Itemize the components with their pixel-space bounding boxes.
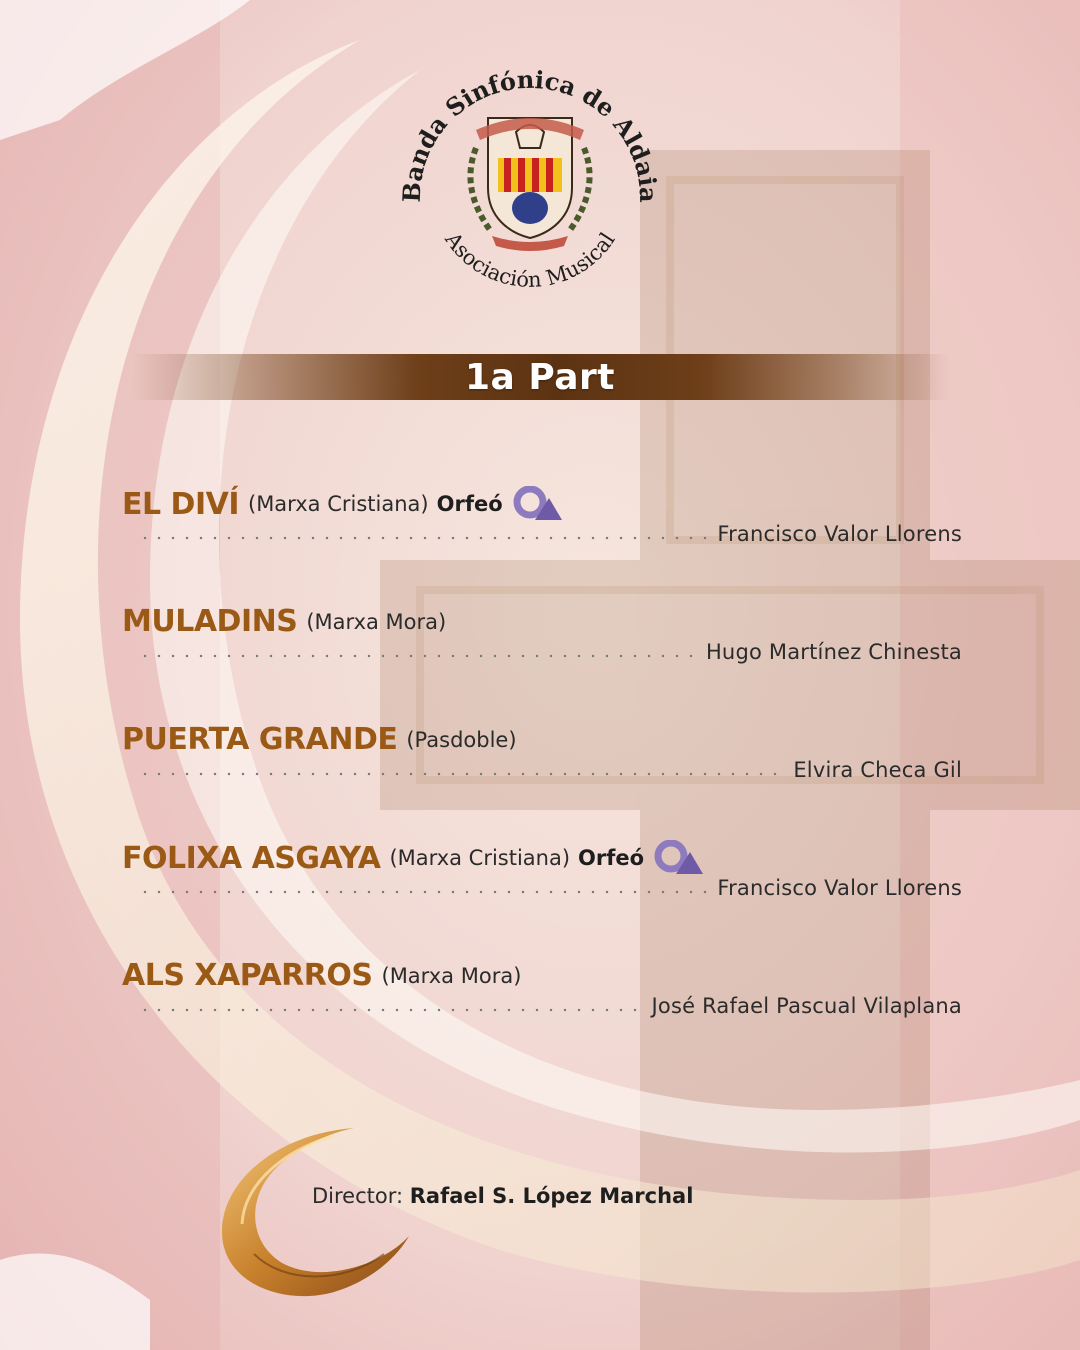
logo-top-text: Banda Sinfónica de Aldaia (396, 64, 664, 204)
orfeo-label: Orfeó (578, 846, 645, 870)
coat-of-arms-icon (470, 118, 589, 251)
piece-genre: (Marxa Cristiana) (389, 846, 571, 870)
dot-leader (138, 999, 642, 1013)
piece-title: ALS XAPARROS (122, 958, 373, 993)
piece-composer: Francisco Valor Llorens (717, 876, 962, 900)
orfeo-logo-icon (654, 840, 704, 876)
director-credit (312, 1184, 693, 1208)
director-label: Director: (312, 1184, 404, 1208)
section-banner (130, 354, 950, 400)
crescent-moon-icon (214, 1124, 414, 1304)
piece-composer: José Rafael Pascual Vilaplana (651, 994, 962, 1018)
orfeo-label: Orfeó (436, 492, 503, 516)
program-item (122, 486, 962, 566)
piece-genre: (Marxa Mora) (381, 963, 522, 988)
section-title: 1a Part (464, 356, 616, 398)
piece-composer: Hugo Martínez Chinesta (705, 640, 962, 664)
piece-genre: (Pasdoble) (406, 727, 517, 752)
logo-bottom-text: Asociación Musical (440, 227, 620, 292)
piece-composer: Elvira Checa Gil (793, 758, 962, 782)
piece-title: FOLIXA ASGAYA (122, 840, 381, 876)
program-item (122, 840, 962, 920)
piece-title: EL DIVÍ (122, 486, 239, 522)
dot-leader (138, 527, 707, 541)
piece-genre: (Marxa Mora) (306, 609, 447, 634)
dot-leader (138, 881, 707, 895)
dot-leader (138, 763, 783, 777)
director-name: Rafael S. López Marchal (409, 1184, 694, 1208)
program-item (122, 604, 962, 684)
dot-leader (138, 645, 696, 659)
orfeo-logo-icon (513, 486, 563, 522)
piece-genre: (Marxa Cristiana) (248, 492, 429, 516)
piece-title: PUERTA GRANDE (122, 722, 398, 757)
program-item (122, 722, 962, 802)
association-logo (380, 48, 680, 313)
piece-title: MULADINS (122, 604, 298, 639)
program-item (122, 958, 962, 1038)
piece-composer: Francisco Valor Llorens (717, 522, 962, 546)
